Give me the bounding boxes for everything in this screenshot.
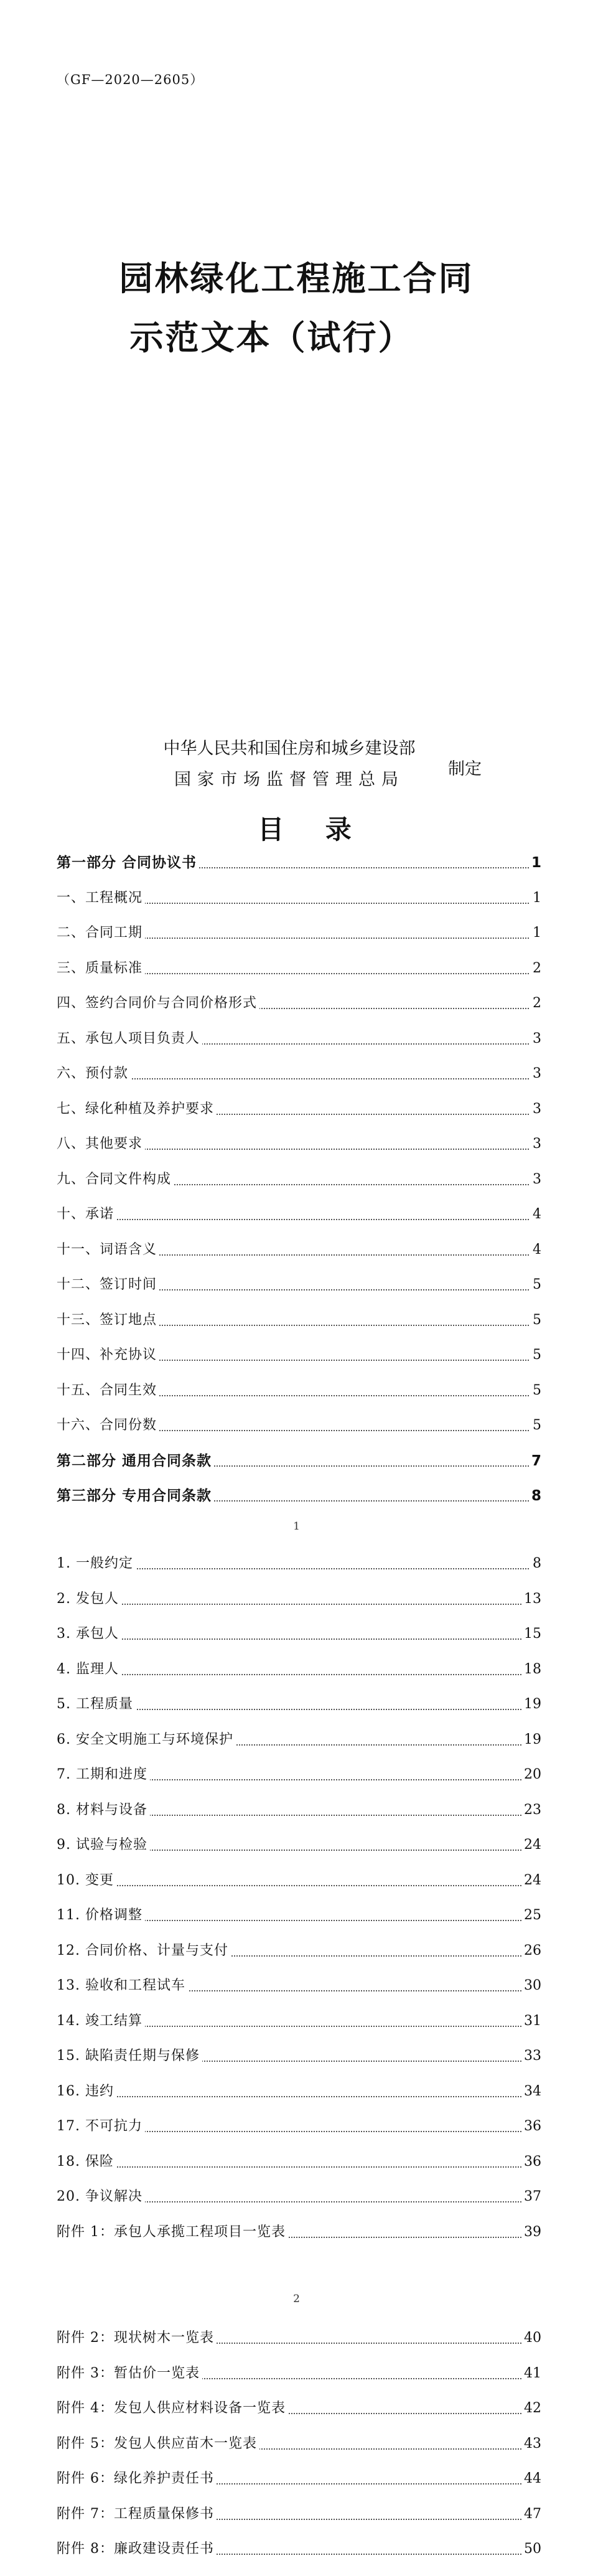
- toc-entry[interactable]: [57, 1658, 541, 1681]
- toc-entry-page: 8: [530, 1553, 541, 1575]
- toc-entry-page: 19: [521, 1693, 541, 1716]
- toc-entry-label: 第一部分 合同协议书: [57, 852, 199, 874]
- toc-entry[interactable]: [57, 1450, 541, 1472]
- toc-leader-dots: [57, 2166, 541, 2168]
- toc-entry-page: 33: [521, 2045, 541, 2067]
- toc-entry-label: 二、合同工期: [57, 922, 145, 944]
- toc-entry-label: 13. 验收和工程试车: [57, 1975, 188, 1997]
- toc-entry[interactable]: [57, 1203, 541, 1226]
- toc-entry-label: 十二、签订时间: [57, 1274, 159, 1296]
- toc-entry-page: 5: [530, 1344, 541, 1366]
- toc-entry-label: 第三部分 专用合同条款: [57, 1485, 214, 1507]
- toc-entry-page: 23: [521, 1799, 541, 1822]
- toc-entry-page: 1: [529, 852, 541, 874]
- toc-entry[interactable]: [57, 992, 541, 1015]
- toc-entry-label: 10. 变更: [57, 1869, 116, 1892]
- toc-entry[interactable]: [57, 1834, 541, 1856]
- toc-entry[interactable]: [57, 1063, 541, 1085]
- toc-entry-page: 31: [521, 2010, 541, 2033]
- toc-entry-label: 六、预付款: [57, 1063, 131, 1085]
- toc-entry-label: 15. 缺陷责任期与保修: [57, 2045, 202, 2067]
- toc-entry-label: 16. 违约: [57, 2080, 116, 2103]
- toc-entry[interactable]: [57, 1168, 541, 1191]
- toc-entry-page: 4: [530, 1203, 541, 1226]
- toc-entry-page: 25: [521, 1904, 541, 1927]
- toc-entry-label: 12. 合同价格、计量与支付: [57, 1940, 231, 1962]
- toc-entry-page: 18: [521, 1658, 541, 1681]
- toc-entry-label: 第二部分 通用合同条款: [57, 1450, 214, 1472]
- toc-entry-label: 九、合同文件构成: [57, 1168, 174, 1191]
- toc-entry[interactable]: [57, 2010, 541, 2033]
- toc-entry[interactable]: [57, 1693, 541, 1716]
- toc-entry[interactable]: [57, 922, 541, 944]
- toc-entry-label: 八、其他要求: [57, 1133, 145, 1155]
- toc-entry-page: 3: [530, 1028, 541, 1050]
- toc-entry-page: 30: [521, 1975, 541, 1997]
- toc-entry[interactable]: [57, 1344, 541, 1366]
- toc-entry[interactable]: [57, 887, 541, 910]
- toc-entry-label: 1. 一般约定: [57, 1553, 136, 1575]
- toc-entry-page: 13: [521, 1588, 541, 1610]
- toc-entry-label: 十三、签订地点: [57, 1309, 159, 1332]
- issue-word: 制定: [448, 759, 482, 779]
- toc-entry-page: 1: [530, 922, 541, 944]
- toc-entry-label: 2. 发包人: [57, 1588, 121, 1610]
- toc-entry[interactable]: [57, 1239, 541, 1261]
- toc-entry-page: 5: [530, 1380, 541, 1402]
- toc-entry-page: 24: [521, 1869, 541, 1892]
- toc-entry-label: 十、承诺: [57, 1203, 116, 1226]
- toc-entry[interactable]: [57, 1764, 541, 1786]
- toc-leader-dots: [57, 1604, 541, 1605]
- toc-entry-label: 附件 6：绿化养护责任书: [57, 2468, 217, 2490]
- toc-entry-label: 17. 不可抗力: [57, 2115, 145, 2138]
- toc-entry-page: 34: [521, 2080, 541, 2103]
- document-title-line2: 示范文本（试行）: [129, 317, 414, 357]
- toc-entry-page: 41: [521, 2362, 541, 2385]
- toc-entry-label: 7. 工期和进度: [57, 1764, 150, 1786]
- toc-entry-label: 附件 4：发包人供应材料设备一览表: [57, 2397, 288, 2420]
- toc-entry[interactable]: [57, 1553, 541, 1575]
- toc-entry-page: 3: [530, 1133, 541, 1155]
- toc-entry-page: 26: [521, 1940, 541, 1962]
- toc-entry-page: 36: [521, 2115, 541, 2138]
- toc-entry[interactable]: [57, 1940, 541, 1962]
- toc-entry[interactable]: [57, 1309, 541, 1332]
- toc-entry-label: 一、工程概况: [57, 887, 145, 910]
- toc-section-2: [0, 1553, 593, 2262]
- toc-entry-label: 18. 保险: [57, 2151, 116, 2173]
- toc-entry[interactable]: [57, 1975, 541, 1997]
- toc-entry[interactable]: [57, 2151, 541, 2173]
- toc-entry-page: 44: [521, 2468, 541, 2490]
- toc-entry[interactable]: [57, 2538, 541, 2560]
- toc-leader-dots: [57, 1674, 541, 1675]
- toc-entry-label: 附件 7：工程质量保修书: [57, 2503, 217, 2526]
- toc-entry[interactable]: [57, 852, 541, 874]
- toc-entry[interactable]: [57, 1380, 541, 1402]
- toc-entry[interactable]: [57, 1133, 541, 1155]
- toc-entry[interactable]: [57, 1588, 541, 1610]
- toc-entry-label: 20. 争议解决: [57, 2186, 145, 2208]
- toc-section-3: [0, 2327, 593, 2576]
- toc-entry[interactable]: [57, 2433, 541, 2455]
- toc-entry[interactable]: [57, 1485, 541, 1507]
- toc-entry-label: 附件 3：暂估价一览表: [57, 2362, 202, 2385]
- toc-entry[interactable]: [57, 2503, 541, 2526]
- toc-entry[interactable]: [57, 1869, 541, 1892]
- toc-entry[interactable]: [57, 1729, 541, 1751]
- toc-entry-page: 3: [530, 1168, 541, 1191]
- toc-entry[interactable]: [57, 2362, 541, 2385]
- toc-heading: 目 录: [258, 814, 368, 845]
- issuer-block: [0, 735, 593, 803]
- toc-entry[interactable]: [57, 2186, 541, 2208]
- toc-entry-page: 37: [521, 2186, 541, 2208]
- toc-entry-page: 15: [521, 1623, 541, 1645]
- issuer-administration: 国家市场监督管理总局: [174, 770, 404, 789]
- toc-entry-page: 2: [530, 957, 541, 980]
- toc-entry[interactable]: [57, 2221, 541, 2244]
- toc-entry-page: 36: [521, 2151, 541, 2173]
- toc-entry[interactable]: [57, 2045, 541, 2067]
- toc-entry-page: 4: [530, 1239, 541, 1261]
- toc-entry-label: 四、签约合同价与合同价格形式: [57, 992, 259, 1015]
- issuer-ministry: 中华人民共和国住房和城乡建设部: [163, 739, 416, 758]
- toc-entry-label: 十五、合同生效: [57, 1380, 159, 1402]
- toc-entry-label: 附件 8：廉政建设责任书: [57, 2538, 217, 2560]
- toc-leader-dots: [57, 1219, 541, 1220]
- toc-entry[interactable]: [57, 1098, 541, 1121]
- document-title-line1: 园林绿化工程施工合同: [119, 258, 474, 298]
- toc-entry-page: 2: [530, 992, 541, 1015]
- toc-entry-page: 5: [530, 1414, 541, 1437]
- toc-entry[interactable]: [57, 1414, 541, 1437]
- toc-entry-page: 7: [529, 1450, 541, 1472]
- toc-entry-label: 5. 工程质量: [57, 1693, 136, 1716]
- toc-entry-page: 5: [530, 1309, 541, 1332]
- toc-entry[interactable]: [57, 2327, 541, 2349]
- toc-entry-label: 附件 5：发包人供应苗木一览表: [57, 2433, 259, 2455]
- toc-entry-label: 十六、合同份数: [57, 1414, 159, 1437]
- toc-entry-label: 附件 1：承包人承揽工程项目一览表: [57, 2221, 288, 2244]
- toc-entry[interactable]: [57, 1904, 541, 1927]
- toc-entry-label: 三、质量标准: [57, 957, 145, 980]
- toc-entry-label: 五、承包人项目负责人: [57, 1028, 202, 1050]
- toc-entry-label: 十四、补充协议: [57, 1344, 159, 1366]
- toc-entry-page: 24: [521, 1834, 541, 1856]
- toc-section-1: [0, 852, 593, 1504]
- document-code: （GF—2020—2605）: [57, 72, 204, 87]
- toc-entry-page: 47: [521, 2503, 541, 2526]
- toc-entry-label: 9. 试验与检验: [57, 1834, 150, 1856]
- toc-leader-dots: [57, 1638, 541, 1640]
- page-number: 2: [293, 2293, 300, 2305]
- toc-entry-page: 40: [521, 2327, 541, 2349]
- toc-entry-label: 七、绿化种植及养护要求: [57, 1098, 217, 1121]
- toc-leader-dots: [57, 2096, 541, 2097]
- toc-entry-label: 3. 承包人: [57, 1623, 121, 1645]
- toc-entry[interactable]: [57, 2080, 541, 2103]
- toc-entry-page: 19: [521, 1729, 541, 1751]
- toc-entry-page: 50: [521, 2538, 541, 2560]
- toc-leader-dots: [57, 1885, 541, 1886]
- toc-entry-page: 42: [521, 2397, 541, 2420]
- toc-entry-page: 8: [529, 1485, 541, 1507]
- toc-entry-page: 39: [521, 2221, 541, 2244]
- toc-entry-label: 6. 安全文明施工与环境保护: [57, 1729, 236, 1751]
- toc-entry[interactable]: [57, 2397, 541, 2420]
- page-number: 1: [293, 1520, 300, 1533]
- toc-entry-page: 1: [530, 887, 541, 910]
- toc-entry[interactable]: [57, 1799, 541, 1822]
- toc-entry-label: 14. 竣工结算: [57, 2010, 145, 2033]
- toc-entry-label: 11. 价格调整: [57, 1904, 145, 1927]
- toc-entry[interactable]: [57, 2115, 541, 2138]
- toc-entry-label: 8. 材料与设备: [57, 1799, 150, 1822]
- toc-entry[interactable]: [57, 957, 541, 980]
- toc-entry[interactable]: [57, 1028, 541, 1050]
- toc-entry-label: 4. 监理人: [57, 1658, 121, 1681]
- toc-entry-page: 5: [530, 1274, 541, 1296]
- toc-entry-page: 20: [521, 1764, 541, 1786]
- toc-entry[interactable]: [57, 2468, 541, 2490]
- toc-entry-page: 43: [521, 2433, 541, 2455]
- toc-entry[interactable]: [57, 1274, 541, 1296]
- toc-entry-label: 附件 2：现状树木一览表: [57, 2327, 217, 2349]
- toc-entry-page: 3: [530, 1098, 541, 1121]
- toc-entry-label: 十一、词语含义: [57, 1239, 159, 1261]
- toc-entry[interactable]: [57, 1623, 541, 1645]
- toc-entry-page: 3: [530, 1063, 541, 1085]
